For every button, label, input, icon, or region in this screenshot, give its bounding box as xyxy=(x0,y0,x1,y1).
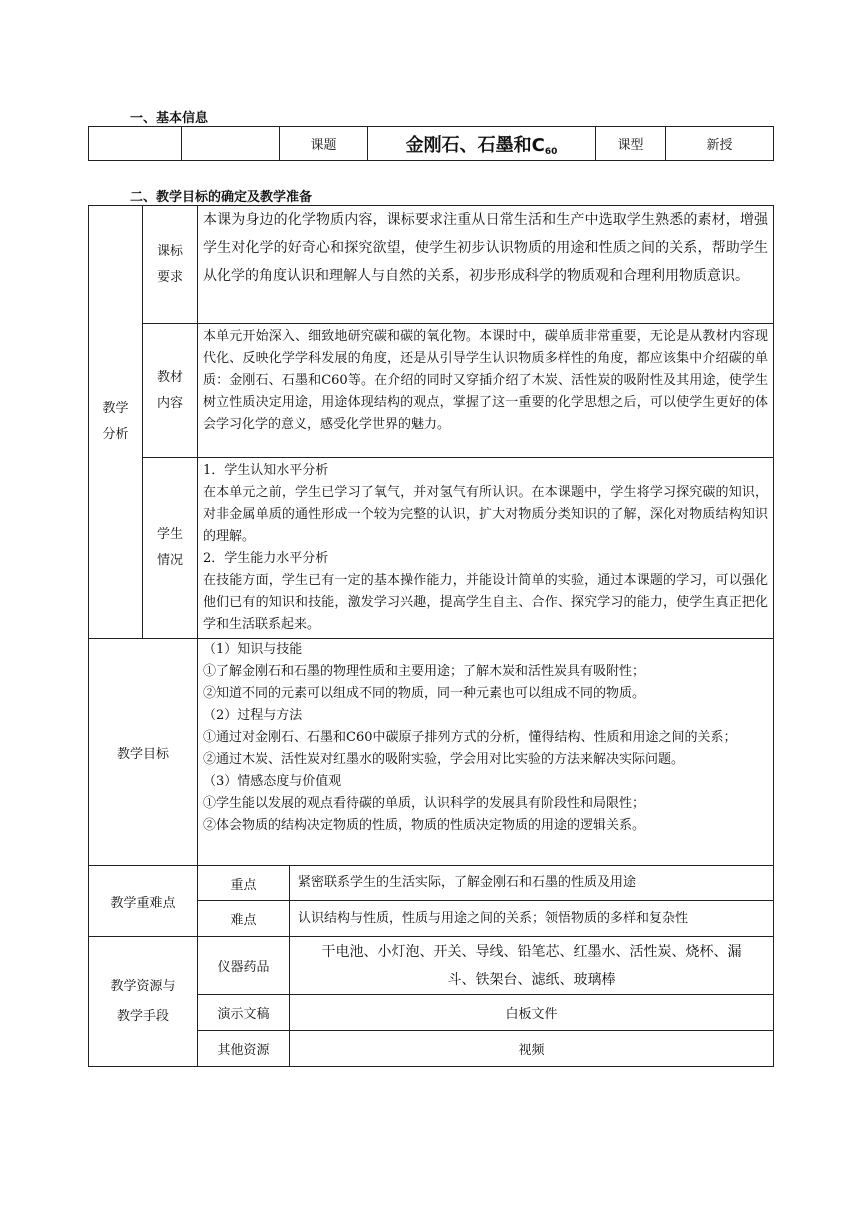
basic-info-table xyxy=(88,126,774,161)
textbook-text: 本单元开始深入、细致地研究碳和碳的氧化物。本课时中，碳单质非常重要，无论是从教材内容现代化、反映化学学科发展的角度，还是从引导学生认识物质多样性的角度，都应该集中介绍碳的单质：金刚石、石墨和C60等。在介绍的同时又穿插介绍了木炭、活性炭的吸附性及其用途，使学生树立性质决定用途，用途体现结构的观点，掌握了这一重要的化学思想之后，可以使学生更好的体会学习化学的意义，感受化学世界的魅力。 xyxy=(198,324,774,458)
objectives-line: （3）情感态度与价值观 xyxy=(203,774,342,789)
students-heading-ability: 2．学生能力水平分析 xyxy=(203,551,329,566)
lesson-type-label: 课型 xyxy=(596,127,666,161)
resources-label xyxy=(89,937,198,1067)
equipment-label: 仪器药品 xyxy=(198,937,290,995)
slides-value: 白板文件 xyxy=(290,995,774,1031)
analysis-label-line1: 教学 xyxy=(102,401,129,416)
objectives-text xyxy=(198,639,774,866)
topic-title-main: 金刚石、石墨和C xyxy=(405,134,545,156)
objectives-label: 教学目标 xyxy=(89,639,198,866)
resources-label-line1: 教学资源与 xyxy=(110,978,176,994)
equipment-text xyxy=(290,937,774,995)
equipment-line1: 干电池、小灯泡、开关、导线、铅笔芯、红墨水、活性炭、烧杯、漏 xyxy=(321,943,742,960)
students-label-line1: 学生 xyxy=(156,527,183,542)
section-title-objectives-prep: 二、教学目标的确定及教学准备 xyxy=(130,190,313,205)
key-points-label: 教学重难点 xyxy=(89,866,198,937)
objectives-line: ②通过木炭、活性炭对红墨水的吸附实验，学会用对比实验的方法来解决实际问题。 xyxy=(203,752,685,767)
curriculum-label xyxy=(143,206,198,324)
students-text xyxy=(198,458,774,639)
difficulty-text: 认识结构与性质，性质与用途之间的关系；领悟物质的多样和复杂性 xyxy=(290,901,774,937)
textbook-label xyxy=(143,324,198,458)
objectives-line: （2）过程与方法 xyxy=(203,708,303,723)
other-resources-label: 其他资源 xyxy=(198,1031,290,1067)
slides-label: 演示文稿 xyxy=(198,995,290,1031)
students-heading-cognitive: 1．学生认知水平分析 xyxy=(203,463,329,478)
other-resources-value: 视频 xyxy=(290,1031,774,1067)
curriculum-label-line1: 课标 xyxy=(156,243,183,259)
teaching-prep-table xyxy=(88,205,774,1067)
basic-info-blank-2 xyxy=(182,127,280,161)
resources-label-line2: 教学手段 xyxy=(116,1008,169,1024)
students-paragraph-cognitive: 在本单元之前，学生已学习了氧气，并对氢气有所认识。在本课题中，学生将学习探究碳的知识，对非金属单质的通性形成一个较为完整的认识，扩大对物质分类知识的了解，深化对物质结构知识的理解。 xyxy=(203,485,768,544)
students-label xyxy=(143,458,198,639)
analysis-label-line2: 分析 xyxy=(102,427,129,442)
objectives-line: ①通过对金刚石、石墨和C60中碳原子排列方式的分析，懂得结构、性质和用途之间的关系； xyxy=(203,730,737,745)
objectives-line: ②体会物质的结构决定物质的性质，物质的性质决定物质的用途的逻辑关系。 xyxy=(203,818,646,833)
textbook-label-line1: 教材 xyxy=(156,369,183,385)
curriculum-label-line2: 要求 xyxy=(156,269,183,285)
focus-label: 重点 xyxy=(198,866,290,901)
objectives-line: ①学生能以发展的观点看待碳的单质，认识科学的发展具有阶段性和局限性； xyxy=(203,796,646,811)
equipment-line2: 斗、铁架台、滤纸、玻璃棒 xyxy=(447,971,616,988)
objectives-line: ②知道不同的元素可以组成不同的物质，同一种元素也可以组成不同的物质。 xyxy=(203,686,646,701)
topic-label: 课题 xyxy=(280,127,368,161)
lesson-type-value: 新授 xyxy=(666,127,774,161)
topic-title-subscript: 60 xyxy=(544,146,558,157)
topic-title xyxy=(368,127,596,161)
objectives-line: ①了解金刚石和石墨的物理性质和主要用途；了解木炭和活性炭具有吸附性； xyxy=(203,664,646,679)
section-title-basic-info: 一、基本信息 xyxy=(130,111,209,126)
focus-text: 紧密联系学生的生活实际，了解金刚石和石墨的性质及用途 xyxy=(290,866,774,901)
difficulty-label: 难点 xyxy=(198,901,290,937)
analysis-label xyxy=(89,206,143,639)
objectives-line: （1）知识与技能 xyxy=(203,642,303,657)
students-label-line2: 情况 xyxy=(156,553,183,568)
basic-info-blank-1 xyxy=(89,127,182,161)
students-paragraph-ability: 在技能方面，学生已有一定的基本操作能力，并能设计简单的实验，通过本课题的学习，可以强化他们已有的知识和技能，激发学习兴趣，提高学生自主、合作、探究学习的能力，使学生真正把化学和生活联系起来。 xyxy=(203,573,768,632)
textbook-label-line2: 内容 xyxy=(156,395,183,411)
curriculum-text: 本课为身边的化学物质内容，课标要求注重从日常生活和生产中选取学生熟悉的素材，增强学生对化学的好奇心和探究欲望，使学生初步认识物质的用途和性质之间的关系，帮助学生从化学的角度认识和理解人与自然的关系，初步形成科学的物质观和合理利用物质意识。 xyxy=(198,206,774,324)
